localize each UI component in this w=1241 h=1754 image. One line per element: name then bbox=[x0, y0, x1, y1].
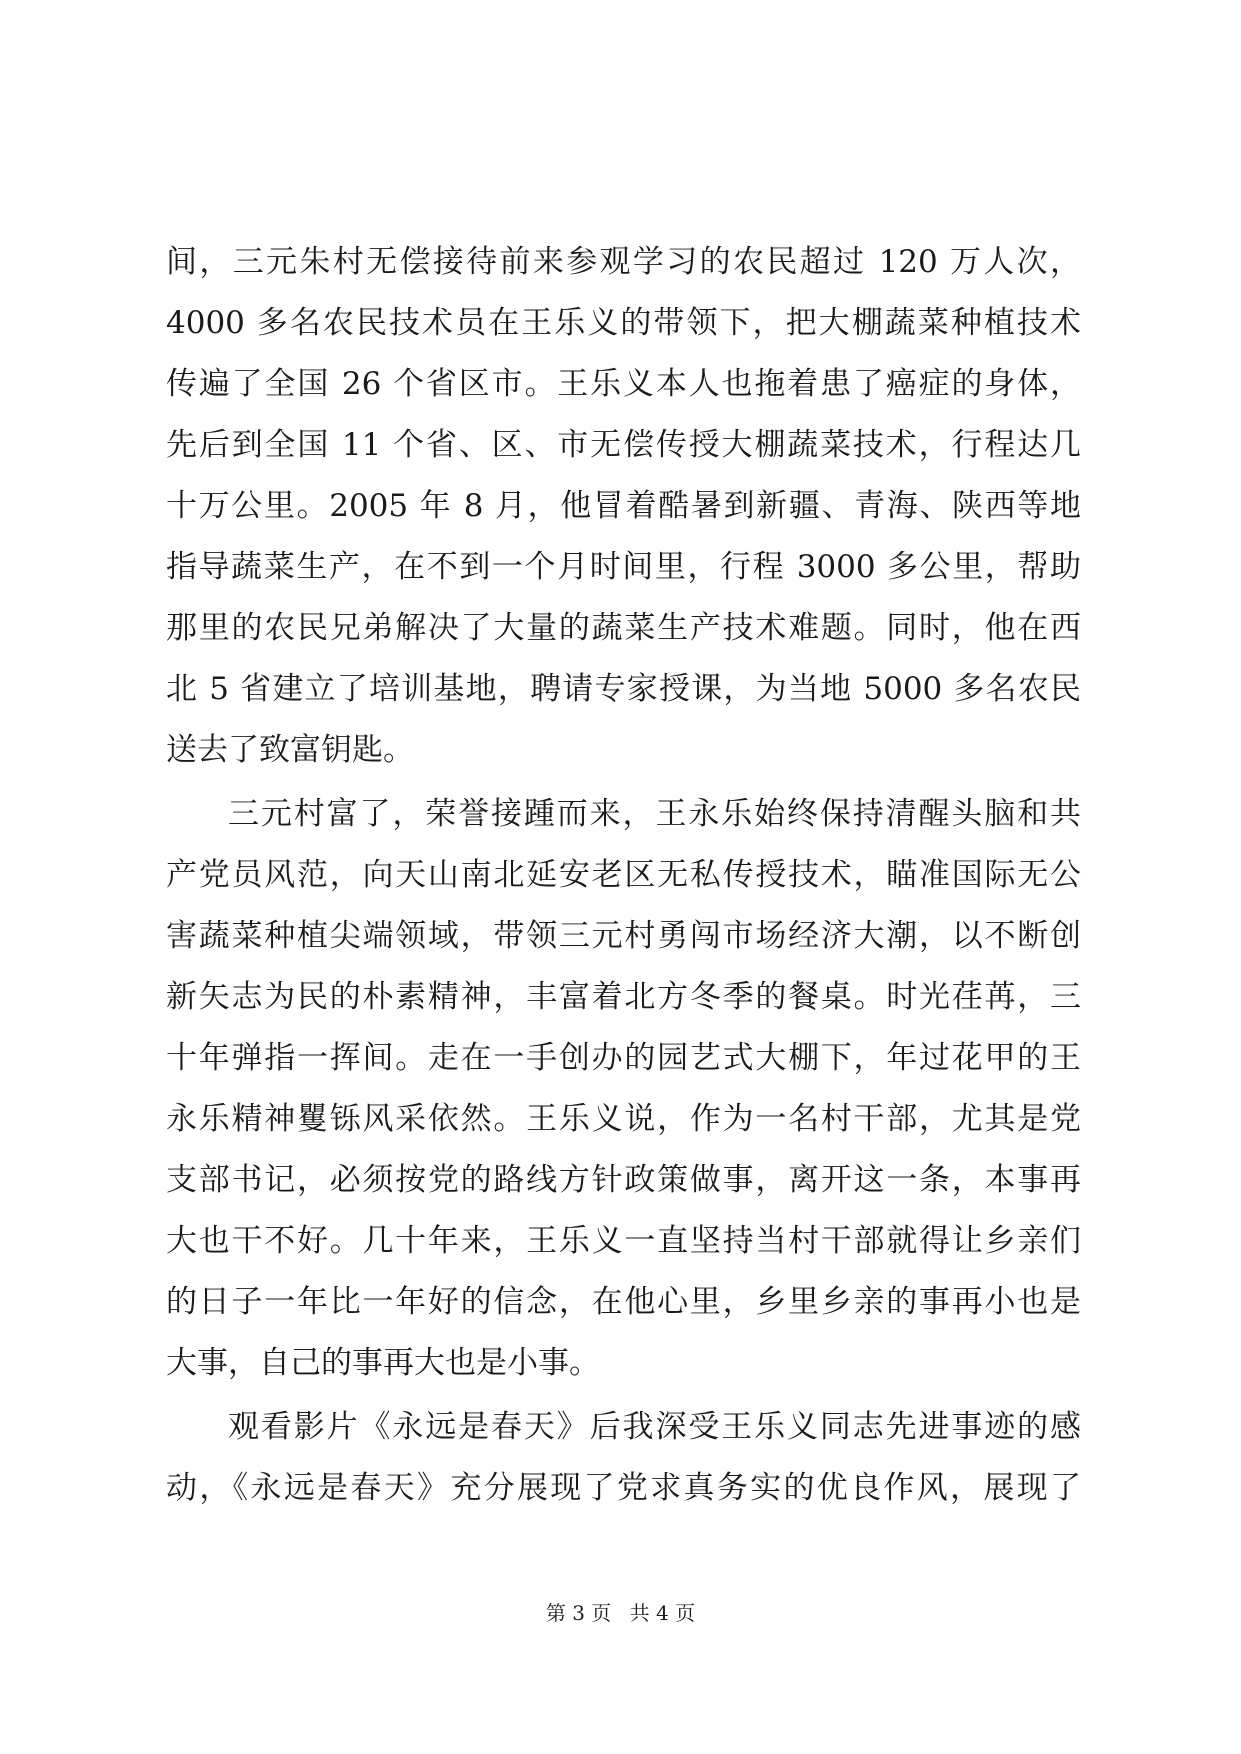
paragraph-line: 十万公里。2005 年 8 月，他冒着酷暑到新疆、青海、陕西等地 bbox=[166, 488, 1081, 524]
paragraph-line: 大也干不好。几十年来，王乐义一直坚持当村干部就得让乡亲们 bbox=[166, 1223, 1081, 1259]
paragraph-line: 三元村富了，荣誉接踵而来，王永乐始终保持清醒头脑和共 bbox=[228, 796, 1081, 832]
paragraph-line: 指导蔬菜生产，在不到一个月时间里，行程 3000 多公里，帮助 bbox=[166, 549, 1081, 585]
paragraph-line: 间，三元朱村无偿接待前来参观学习的农民超过 120 万人次， bbox=[166, 244, 1081, 280]
paragraph-3 bbox=[166, 1397, 1081, 1519]
page-total: 共 4 页 bbox=[629, 1601, 696, 1625]
document-body bbox=[166, 232, 1081, 1519]
paragraph-line: 的日子一年比一年好的信念，在他心里，乡里乡亲的事再小也是 bbox=[166, 1284, 1081, 1320]
paragraph-line: 那里的农民兄弟解决了大量的蔬菜生产技术难题。同时，他在西 bbox=[166, 610, 1081, 646]
paragraph-line: 4000 多名农民技术员在王乐义的带领下，把大棚蔬菜种植技术 bbox=[166, 305, 1081, 341]
paragraph-line: 动，《永远是春天》充分展现了党求真务实的优良作风，展现了 bbox=[166, 1470, 1081, 1506]
paragraph-line: 十年弹指一挥间。走在一手创办的园艺式大棚下，年过花甲的王 bbox=[166, 1040, 1081, 1076]
paragraph-1 bbox=[166, 232, 1081, 781]
paragraph-line: 新矢志为民的朴素精神，丰富着北方冬季的餐桌。时光荏苒，三 bbox=[166, 979, 1081, 1015]
paragraph-line: 大事，自己的事再大也是小事。 bbox=[166, 1345, 600, 1381]
paragraph-line: 害蔬菜种植尖端领域，带领三元村勇闯市场经济大潮，以不断创 bbox=[166, 918, 1081, 954]
page-number: 第 3 页 bbox=[545, 1601, 612, 1625]
paragraph-line: 先后到全国 11 个省、区、市无偿传授大棚蔬菜技术，行程达几 bbox=[166, 427, 1081, 463]
paragraph-2 bbox=[166, 784, 1081, 1394]
paragraph-line: 传遍了全国 26 个省区市。王乐义本人也拖着患了癌症的身体， bbox=[166, 366, 1081, 402]
paragraph-line: 北 5 省建立了培训基地，聘请专家授课，为当地 5000 多名农民 bbox=[166, 671, 1081, 707]
page-footer bbox=[0, 1597, 1241, 1626]
paragraph-line: 观看影片《永远是春天》后我深受王乐义同志先进事迹的感 bbox=[228, 1409, 1081, 1445]
paragraph-line: 产党员风范，向天山南北延安老区无私传授技术，瞄准国际无公 bbox=[166, 857, 1081, 893]
paragraph-line: 送去了致富钥匙。 bbox=[166, 732, 414, 768]
paragraph-line: 永乐精神矍铄风采依然。王乐义说，作为一名村干部，尤其是党 bbox=[166, 1101, 1081, 1137]
paragraph-line: 支部书记，必须按党的路线方针政策做事，离开这一条，本事再 bbox=[166, 1162, 1081, 1198]
